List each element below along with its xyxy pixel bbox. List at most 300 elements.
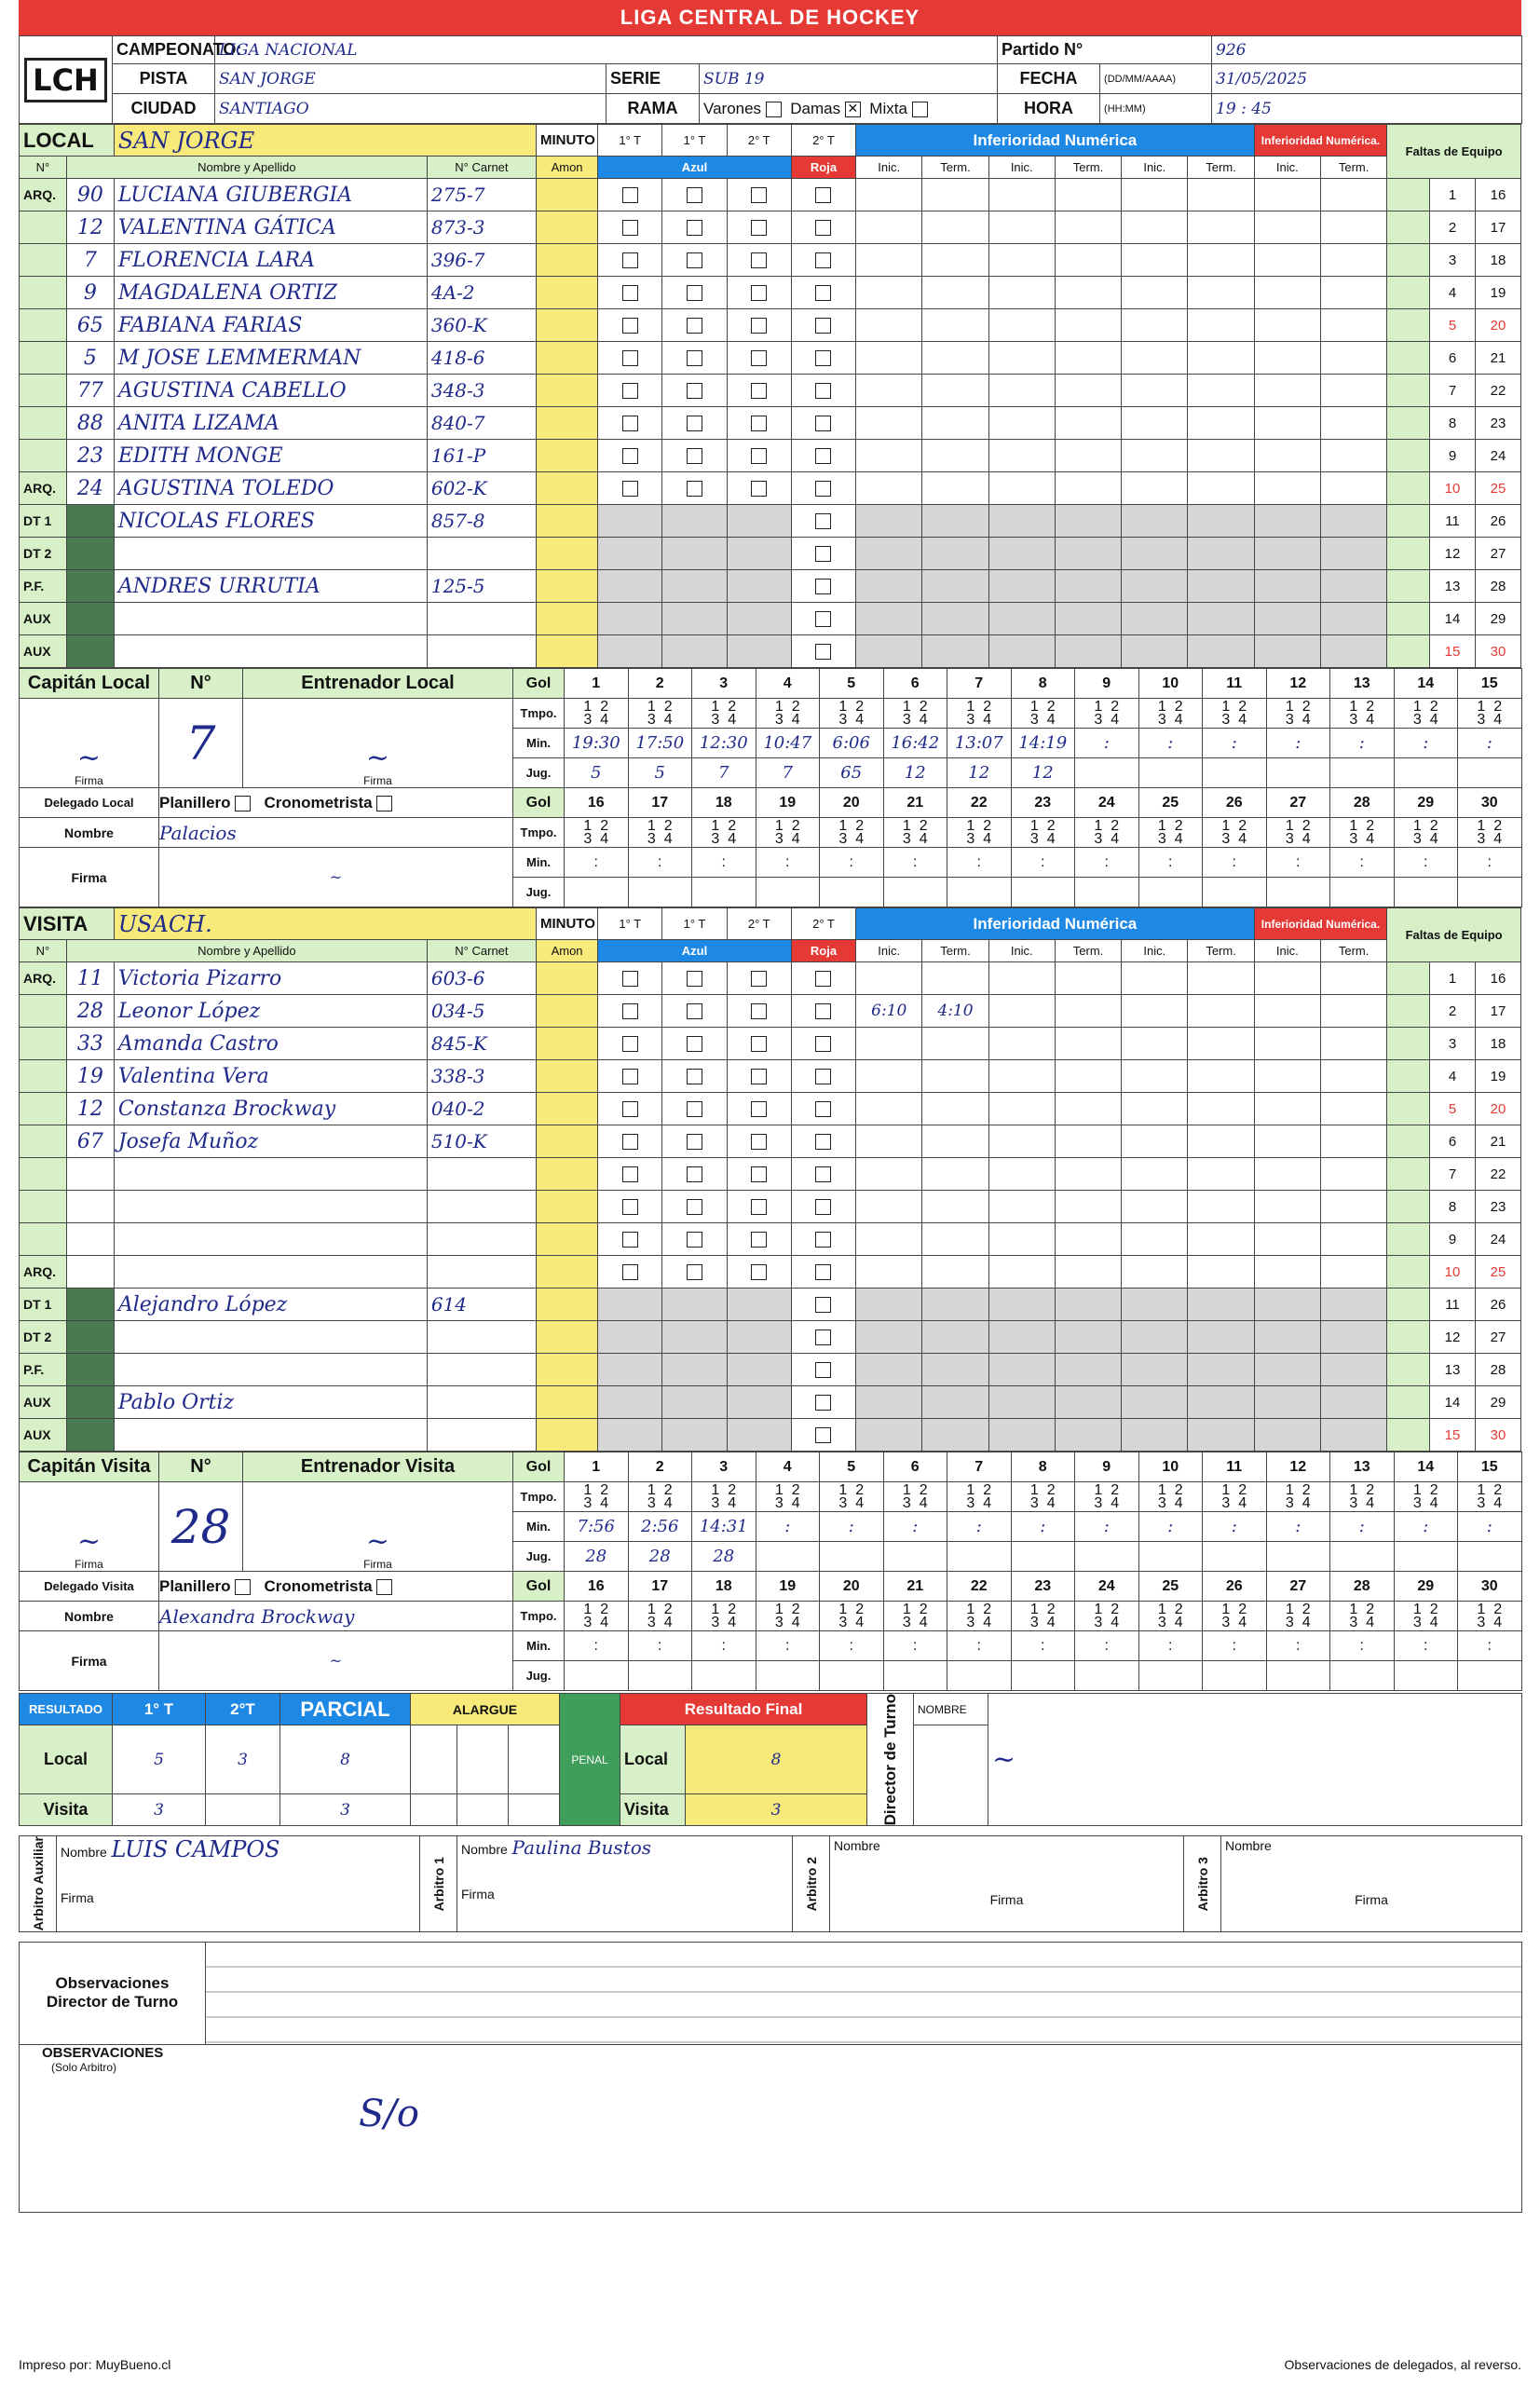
- visita-card-cell[interactable]: [662, 1289, 727, 1321]
- local-card-cell[interactable]: [727, 179, 791, 211]
- visita-tmpo-cell-2[interactable]: 1 2 3 4: [628, 1602, 692, 1631]
- local-amon-cell[interactable]: [536, 472, 597, 505]
- local-inferioridad-cell[interactable]: [1320, 505, 1386, 538]
- visita-card-cell[interactable]: [662, 995, 727, 1028]
- local-card-checkbox[interactable]: [815, 448, 831, 464]
- visita-inferioridad-cell[interactable]: [1188, 1419, 1254, 1452]
- visita-min-cell-2[interactable]: :: [1458, 1631, 1522, 1661]
- local-card-cell[interactable]: [727, 505, 791, 538]
- visita-tmpo-cell[interactable]: 1 2 3 4: [1075, 1482, 1139, 1512]
- visita-min-cell-2[interactable]: :: [1138, 1631, 1203, 1661]
- visita-amon-cell[interactable]: [536, 1158, 597, 1191]
- visita-card-checkbox[interactable]: [751, 1069, 767, 1084]
- visita-min-cell-2[interactable]: :: [628, 1631, 692, 1661]
- local-inferioridad-cell[interactable]: [1055, 505, 1121, 538]
- local-min-cell-2[interactable]: :: [1266, 848, 1330, 878]
- visita-inferioridad-cell[interactable]: [1055, 1191, 1121, 1223]
- visita-card-checkbox[interactable]: [815, 1427, 831, 1443]
- visita-min-cell-2[interactable]: :: [1266, 1631, 1330, 1661]
- visita-falta-mark[interactable]: [1387, 1256, 1430, 1289]
- local-inferioridad-cell[interactable]: [856, 342, 922, 375]
- visita-inferioridad-cell[interactable]: [1320, 1158, 1386, 1191]
- local-inferioridad-cell[interactable]: [988, 472, 1055, 505]
- visita-inferioridad-cell[interactable]: [988, 1354, 1055, 1386]
- visita-card-cell[interactable]: [727, 1158, 791, 1191]
- local-inferioridad-cell[interactable]: [1055, 342, 1121, 375]
- local-inferioridad-cell[interactable]: [1188, 635, 1254, 668]
- visita-card-cell[interactable]: [791, 1223, 855, 1256]
- visita-jug-cell[interactable]: [1266, 1542, 1330, 1572]
- visita-inferioridad-cell[interactable]: [1055, 1386, 1121, 1419]
- visita-inferioridad-cell[interactable]: [1320, 1419, 1386, 1452]
- visita-inferioridad-cell[interactable]: [856, 1321, 922, 1354]
- visita-tmpo-cell[interactable]: 1 2 3 4: [628, 1482, 692, 1512]
- local-min-cell[interactable]: [565, 729, 629, 758]
- visita-inferioridad-cell[interactable]: [1188, 1321, 1254, 1354]
- local-min-cell[interactable]: :: [1266, 729, 1330, 758]
- local-inferioridad-cell[interactable]: [1188, 407, 1254, 440]
- visita-inferioridad-cell[interactable]: [1254, 1354, 1320, 1386]
- visita-tmpo-cell-2[interactable]: 1 2 3 4: [1203, 1602, 1267, 1631]
- local-card-checkbox[interactable]: [751, 187, 767, 203]
- local-card-checkbox[interactable]: [687, 220, 702, 236]
- visita-inferioridad-cell[interactable]: [1188, 1354, 1254, 1386]
- local-min-cell-2[interactable]: :: [692, 848, 756, 878]
- local-jug-cell-2[interactable]: [1138, 878, 1203, 907]
- local-inferioridad-cell[interactable]: [1122, 440, 1188, 472]
- local-jug-cell-2[interactable]: [883, 878, 947, 907]
- local-min-cell-2[interactable]: :: [1075, 848, 1139, 878]
- local-card-cell[interactable]: [662, 472, 727, 505]
- visita-inferioridad-cell[interactable]: [1188, 1125, 1254, 1158]
- local-falta-mark[interactable]: [1387, 211, 1430, 244]
- visita-inferioridad-cell[interactable]: [1188, 1386, 1254, 1419]
- visita-tmpo-cell-2[interactable]: 1 2 3 4: [1394, 1602, 1458, 1631]
- local-card-cell[interactable]: [662, 342, 727, 375]
- local-card-checkbox[interactable]: [687, 187, 702, 203]
- local-inferioridad-cell[interactable]: [1320, 570, 1386, 603]
- visita-inferioridad-cell[interactable]: [1254, 995, 1320, 1028]
- visita-jug-cell-2[interactable]: [820, 1661, 884, 1691]
- local-jug-cell-2[interactable]: [1458, 878, 1522, 907]
- visita-card-cell[interactable]: [662, 1386, 727, 1419]
- local-jug-cell-2[interactable]: [756, 878, 820, 907]
- visita-min-cell-2[interactable]: :: [565, 1631, 629, 1661]
- local-inferioridad-cell[interactable]: [856, 570, 922, 603]
- visita-tmpo-cell-2[interactable]: 1 2 3 4: [565, 1602, 629, 1631]
- visita-jug-cell-2[interactable]: [1330, 1661, 1395, 1691]
- local-card-checkbox[interactable]: [751, 220, 767, 236]
- visita-inferioridad-cell[interactable]: [922, 1158, 988, 1191]
- visita-min-cell[interactable]: :: [1266, 1512, 1330, 1542]
- visita-inferioridad-cell[interactable]: [1254, 1223, 1320, 1256]
- local-inferioridad-cell[interactable]: [988, 603, 1055, 635]
- visita-inferioridad-cell[interactable]: [922, 1125, 988, 1158]
- visita-falta-mark[interactable]: [1387, 1419, 1430, 1452]
- visita-falta-mark[interactable]: [1387, 995, 1430, 1028]
- varones-checkbox[interactable]: [766, 102, 782, 117]
- local-card-checkbox[interactable]: [622, 220, 638, 236]
- local-inferioridad-cell[interactable]: [988, 244, 1055, 277]
- visita-jug-cell[interactable]: [1394, 1542, 1458, 1572]
- local-inferioridad-cell[interactable]: [1254, 635, 1320, 668]
- local-inferioridad-cell[interactable]: [988, 375, 1055, 407]
- local-inferioridad-cell[interactable]: [922, 309, 988, 342]
- visita-inferioridad-cell[interactable]: [856, 1223, 922, 1256]
- visita-inferioridad-cell[interactable]: [856, 1191, 922, 1223]
- visita-min-cell[interactable]: :: [1011, 1512, 1075, 1542]
- local-jug-cell[interactable]: [1138, 758, 1203, 788]
- local-inferioridad-cell[interactable]: [988, 635, 1055, 668]
- local-card-cell[interactable]: [791, 211, 855, 244]
- local-card-checkbox[interactable]: [751, 448, 767, 464]
- visita-card-cell[interactable]: [662, 1125, 727, 1158]
- visita-card-cell[interactable]: [598, 1191, 662, 1223]
- local-card-cell[interactable]: [727, 635, 791, 668]
- local-inferioridad-cell[interactable]: [1320, 407, 1386, 440]
- local-inferioridad-cell[interactable]: [988, 440, 1055, 472]
- local-tmpo-cell[interactable]: 1 2 3 4: [628, 699, 692, 729]
- visita-card-checkbox[interactable]: [687, 1264, 702, 1280]
- visita-inferioridad-cell[interactable]: [856, 1354, 922, 1386]
- visita-tmpo-cell-2[interactable]: 1 2 3 4: [1138, 1602, 1203, 1631]
- local-card-cell[interactable]: [791, 277, 855, 309]
- local-inferioridad-cell[interactable]: [1188, 244, 1254, 277]
- local-card-cell[interactable]: [727, 309, 791, 342]
- local-inferioridad-cell[interactable]: [856, 179, 922, 211]
- local-card-cell[interactable]: [791, 309, 855, 342]
- visita-inferioridad-cell[interactable]: [1122, 1386, 1188, 1419]
- visita-inferioridad-cell[interactable]: [1055, 1093, 1121, 1125]
- local-inferioridad-cell[interactable]: [1122, 472, 1188, 505]
- local-jug-cell[interactable]: [883, 758, 947, 788]
- visita-min-cell[interactable]: :: [1138, 1512, 1203, 1542]
- visita-falta-mark[interactable]: [1387, 1321, 1430, 1354]
- visita-card-cell[interactable]: [727, 1093, 791, 1125]
- visita-jug-cell[interactable]: [1458, 1542, 1522, 1572]
- local-jug-cell[interactable]: [756, 758, 820, 788]
- visita-card-checkbox[interactable]: [815, 1036, 831, 1052]
- local-tmpo-cell-2[interactable]: 1 2 3 4: [1203, 818, 1267, 848]
- visita-card-checkbox[interactable]: [687, 1036, 702, 1052]
- local-jug-cell[interactable]: [1266, 758, 1330, 788]
- local-inferioridad-cell[interactable]: [856, 375, 922, 407]
- visita-inferioridad-cell[interactable]: [1254, 1386, 1320, 1419]
- local-card-cell[interactable]: [662, 603, 727, 635]
- visita-card-checkbox[interactable]: [815, 1199, 831, 1215]
- local-card-checkbox[interactable]: [687, 350, 702, 366]
- visita-inferioridad-cell[interactable]: [1320, 1223, 1386, 1256]
- visita-card-cell[interactable]: [598, 1354, 662, 1386]
- local-min-cell[interactable]: [692, 729, 756, 758]
- local-card-cell[interactable]: [791, 179, 855, 211]
- visita-inferioridad-cell[interactable]: [1055, 962, 1121, 995]
- local-min-cell-2[interactable]: :: [947, 848, 1012, 878]
- local-min-cell[interactable]: :: [1075, 729, 1139, 758]
- visita-min-cell[interactable]: :: [1203, 1512, 1267, 1542]
- visita-card-cell[interactable]: [662, 962, 727, 995]
- local-tmpo-cell-2[interactable]: 1 2 3 4: [1011, 818, 1075, 848]
- visita-card-checkbox[interactable]: [815, 1264, 831, 1280]
- local-inferioridad-cell[interactable]: [856, 505, 922, 538]
- local-card-cell[interactable]: [662, 635, 727, 668]
- local-card-checkbox[interactable]: [815, 513, 831, 529]
- local-card-checkbox[interactable]: [751, 318, 767, 334]
- local-inferioridad-cell[interactable]: [1254, 277, 1320, 309]
- visita-min-cell-2[interactable]: :: [820, 1631, 884, 1661]
- local-card-checkbox[interactable]: [622, 285, 638, 301]
- visita-inferioridad-cell[interactable]: [1320, 1386, 1386, 1419]
- visita-card-checkbox[interactable]: [622, 1003, 638, 1019]
- local-card-checkbox[interactable]: [815, 350, 831, 366]
- visita-crono-checkbox[interactable]: [376, 1579, 392, 1595]
- local-card-cell[interactable]: [662, 440, 727, 472]
- local-card-cell[interactable]: [727, 342, 791, 375]
- local-tmpo-cell-2[interactable]: 1 2 3 4: [756, 818, 820, 848]
- visita-jug-cell[interactable]: [1011, 1542, 1075, 1572]
- local-min-cell-2[interactable]: :: [1330, 848, 1395, 878]
- local-min-cell[interactable]: [1011, 729, 1075, 758]
- visita-card-checkbox[interactable]: [751, 1036, 767, 1052]
- local-card-cell[interactable]: [791, 570, 855, 603]
- local-tmpo-cell-2[interactable]: 1 2 3 4: [1075, 818, 1139, 848]
- local-inferioridad-cell[interactable]: [1122, 342, 1188, 375]
- local-jug-cell-2[interactable]: [565, 878, 629, 907]
- local-min-cell[interactable]: :: [1458, 729, 1522, 758]
- local-inferioridad-cell[interactable]: [988, 538, 1055, 570]
- visita-card-cell[interactable]: [791, 1093, 855, 1125]
- visita-falta-mark[interactable]: [1387, 1060, 1430, 1093]
- local-inferioridad-cell[interactable]: [1122, 603, 1188, 635]
- visita-inferioridad-cell[interactable]: [988, 1191, 1055, 1223]
- visita-amon-cell[interactable]: [536, 1060, 597, 1093]
- visita-card-cell[interactable]: [598, 1223, 662, 1256]
- local-tmpo-cell-2[interactable]: 1 2 3 4: [947, 818, 1012, 848]
- visita-tmpo-cell[interactable]: 1 2 3 4: [1203, 1482, 1267, 1512]
- local-inferioridad-cell[interactable]: [1254, 440, 1320, 472]
- visita-inferioridad-cell[interactable]: [1122, 1028, 1188, 1060]
- visita-jug-cell-2[interactable]: [756, 1661, 820, 1691]
- visita-inferioridad-cell[interactable]: [1122, 1223, 1188, 1256]
- visita-min-cell[interactable]: :: [947, 1512, 1012, 1542]
- local-tmpo-cell-2[interactable]: 1 2 3 4: [1394, 818, 1458, 848]
- visita-tmpo-cell[interactable]: 1 2 3 4: [692, 1482, 756, 1512]
- visita-card-cell[interactable]: [727, 1354, 791, 1386]
- visita-card-cell[interactable]: [662, 1191, 727, 1223]
- local-card-checkbox[interactable]: [815, 644, 831, 660]
- local-falta-mark[interactable]: [1387, 440, 1430, 472]
- local-card-cell[interactable]: [727, 603, 791, 635]
- visita-card-cell[interactable]: [598, 1386, 662, 1419]
- local-falta-mark[interactable]: [1387, 342, 1430, 375]
- visita-inferioridad-cell[interactable]: [1055, 1028, 1121, 1060]
- visita-falta-mark[interactable]: [1387, 1354, 1430, 1386]
- local-inferioridad-cell[interactable]: [1055, 211, 1121, 244]
- visita-inferioridad-cell[interactable]: [1122, 1419, 1188, 1452]
- visita-card-cell[interactable]: [791, 1354, 855, 1386]
- visita-card-cell[interactable]: [662, 1256, 727, 1289]
- visita-amon-cell[interactable]: [536, 1093, 597, 1125]
- visita-inferioridad-cell[interactable]: [856, 1125, 922, 1158]
- visita-min-cell-2[interactable]: :: [1203, 1631, 1267, 1661]
- visita-min-cell[interactable]: [565, 1512, 629, 1542]
- local-card-cell[interactable]: [791, 407, 855, 440]
- visita-card-checkbox[interactable]: [815, 1362, 831, 1378]
- visita-inferioridad-cell[interactable]: [988, 1028, 1055, 1060]
- local-planillero-checkbox[interactable]: [235, 796, 251, 811]
- visita-inferioridad-cell[interactable]: [1254, 1321, 1320, 1354]
- local-inferioridad-cell[interactable]: [988, 211, 1055, 244]
- local-inferioridad-cell[interactable]: [1254, 505, 1320, 538]
- visita-card-checkbox[interactable]: [751, 1101, 767, 1117]
- local-min-cell-2[interactable]: :: [1458, 848, 1522, 878]
- local-inferioridad-cell[interactable]: [1055, 635, 1121, 668]
- visita-inferioridad-cell[interactable]: [1055, 1060, 1121, 1093]
- visita-card-checkbox[interactable]: [815, 1166, 831, 1182]
- local-inferioridad-cell[interactable]: [1320, 635, 1386, 668]
- visita-card-cell[interactable]: [727, 1386, 791, 1419]
- visita-falta-mark[interactable]: [1387, 1093, 1430, 1125]
- visita-jug-cell[interactable]: [1330, 1542, 1395, 1572]
- visita-min-cell-2[interactable]: :: [1394, 1631, 1458, 1661]
- local-inferioridad-cell[interactable]: [856, 635, 922, 668]
- visita-inferioridad-cell[interactable]: [1122, 1060, 1188, 1093]
- visita-tmpo-cell[interactable]: 1 2 3 4: [1458, 1482, 1522, 1512]
- local-amon-cell[interactable]: [536, 635, 597, 668]
- local-jug-cell[interactable]: [565, 758, 629, 788]
- visita-inferioridad-cell[interactable]: [856, 995, 922, 1028]
- local-inferioridad-cell[interactable]: [1320, 538, 1386, 570]
- local-inferioridad-cell[interactable]: [1254, 603, 1320, 635]
- local-card-cell[interactable]: [662, 538, 727, 570]
- local-amon-cell[interactable]: [536, 342, 597, 375]
- visita-inferioridad-cell[interactable]: [922, 1354, 988, 1386]
- local-inferioridad-cell[interactable]: [856, 309, 922, 342]
- visita-inferioridad-cell[interactable]: [1188, 995, 1254, 1028]
- visita-card-cell[interactable]: [791, 1158, 855, 1191]
- local-jug-cell-2[interactable]: [947, 878, 1012, 907]
- visita-inferioridad-cell[interactable]: [1122, 1158, 1188, 1191]
- local-inferioridad-cell[interactable]: [1254, 375, 1320, 407]
- visita-inferioridad-cell[interactable]: [1254, 1125, 1320, 1158]
- visita-inferioridad-cell[interactable]: [1320, 1093, 1386, 1125]
- local-card-checkbox[interactable]: [687, 416, 702, 431]
- visita-tmpo-cell-2[interactable]: 1 2 3 4: [1266, 1602, 1330, 1631]
- local-inferioridad-cell[interactable]: [988, 505, 1055, 538]
- visita-min-cell-2[interactable]: :: [1075, 1631, 1139, 1661]
- visita-inferioridad-cell[interactable]: [1320, 1289, 1386, 1321]
- local-tmpo-cell-2[interactable]: 1 2 3 4: [628, 818, 692, 848]
- local-amon-cell[interactable]: [536, 277, 597, 309]
- visita-jug-cell-2[interactable]: [565, 1661, 629, 1691]
- local-inferioridad-cell[interactable]: [1055, 570, 1121, 603]
- local-inferioridad-cell[interactable]: [922, 635, 988, 668]
- visita-card-cell[interactable]: [727, 1289, 791, 1321]
- visita-min-cell[interactable]: :: [756, 1512, 820, 1542]
- visita-inferioridad-cell[interactable]: [922, 995, 988, 1028]
- visita-card-cell[interactable]: [727, 1028, 791, 1060]
- local-amon-cell[interactable]: [536, 375, 597, 407]
- local-inferioridad-cell[interactable]: [1188, 342, 1254, 375]
- visita-card-checkbox[interactable]: [622, 1264, 638, 1280]
- visita-card-cell[interactable]: [598, 1125, 662, 1158]
- local-inferioridad-cell[interactable]: [1254, 342, 1320, 375]
- visita-planillero-checkbox[interactable]: [235, 1579, 251, 1595]
- visita-amon-cell[interactable]: [536, 1289, 597, 1321]
- local-jug-cell[interactable]: [1458, 758, 1522, 788]
- visita-card-checkbox[interactable]: [622, 1232, 638, 1248]
- visita-inferioridad-cell[interactable]: [1320, 995, 1386, 1028]
- local-inferioridad-cell[interactable]: [922, 179, 988, 211]
- visita-inferioridad-cell[interactable]: [856, 1028, 922, 1060]
- local-inferioridad-cell[interactable]: [1254, 472, 1320, 505]
- visita-min-cell[interactable]: :: [1458, 1512, 1522, 1542]
- visita-jug-cell-2[interactable]: [947, 1661, 1012, 1691]
- local-inferioridad-cell[interactable]: [1320, 440, 1386, 472]
- local-inferioridad-cell[interactable]: [988, 277, 1055, 309]
- visita-card-cell[interactable]: [662, 1028, 727, 1060]
- local-card-checkbox[interactable]: [751, 252, 767, 268]
- local-inferioridad-cell[interactable]: [1254, 179, 1320, 211]
- local-inferioridad-cell[interactable]: [1320, 309, 1386, 342]
- local-card-cell[interactable]: [662, 211, 727, 244]
- visita-card-checkbox[interactable]: [622, 1166, 638, 1182]
- local-falta-mark[interactable]: [1387, 407, 1430, 440]
- local-card-checkbox[interactable]: [815, 383, 831, 399]
- visita-inferioridad-cell[interactable]: [1254, 1419, 1320, 1452]
- visita-tmpo-cell-2[interactable]: 1 2 3 4: [883, 1602, 947, 1631]
- local-tmpo-cell[interactable]: 1 2 3 4: [1203, 699, 1267, 729]
- visita-tmpo-cell-2[interactable]: 1 2 3 4: [756, 1602, 820, 1631]
- local-card-cell[interactable]: [598, 505, 662, 538]
- visita-inferioridad-cell[interactable]: [1188, 1191, 1254, 1223]
- visita-card-cell[interactable]: [662, 1223, 727, 1256]
- visita-inferioridad-cell[interactable]: [922, 962, 988, 995]
- visita-card-cell[interactable]: [727, 995, 791, 1028]
- visita-card-checkbox[interactable]: [687, 1199, 702, 1215]
- local-inferioridad-cell[interactable]: [1055, 179, 1121, 211]
- visita-card-cell[interactable]: [598, 1060, 662, 1093]
- local-inferioridad-cell[interactable]: [1320, 179, 1386, 211]
- visita-falta-mark[interactable]: [1387, 1386, 1430, 1419]
- visita-falta-mark[interactable]: [1387, 962, 1430, 995]
- local-card-checkbox[interactable]: [687, 285, 702, 301]
- visita-min-cell[interactable]: [692, 1512, 756, 1542]
- local-card-cell[interactable]: [727, 277, 791, 309]
- visita-inferioridad-cell[interactable]: [988, 1386, 1055, 1419]
- visita-inferioridad-cell[interactable]: [1188, 1256, 1254, 1289]
- visita-inferioridad-cell[interactable]: [922, 1223, 988, 1256]
- local-inferioridad-cell[interactable]: [1254, 570, 1320, 603]
- local-card-checkbox[interactable]: [622, 416, 638, 431]
- local-min-cell-2[interactable]: :: [565, 848, 629, 878]
- local-card-cell[interactable]: [662, 179, 727, 211]
- local-min-cell[interactable]: :: [1138, 729, 1203, 758]
- local-inferioridad-cell[interactable]: [922, 603, 988, 635]
- local-jug-cell[interactable]: [692, 758, 756, 788]
- visita-card-cell[interactable]: [791, 1028, 855, 1060]
- local-min-cell[interactable]: [756, 729, 820, 758]
- local-inferioridad-cell[interactable]: [922, 211, 988, 244]
- visita-min-cell-2[interactable]: :: [947, 1631, 1012, 1661]
- visita-jug-cell-2[interactable]: [1394, 1661, 1458, 1691]
- local-card-checkbox[interactable]: [751, 350, 767, 366]
- local-falta-mark[interactable]: [1387, 375, 1430, 407]
- local-card-cell[interactable]: [662, 375, 727, 407]
- local-card-checkbox[interactable]: [622, 318, 638, 334]
- local-min-cell[interactable]: [820, 729, 884, 758]
- visita-inferioridad-cell[interactable]: [1320, 962, 1386, 995]
